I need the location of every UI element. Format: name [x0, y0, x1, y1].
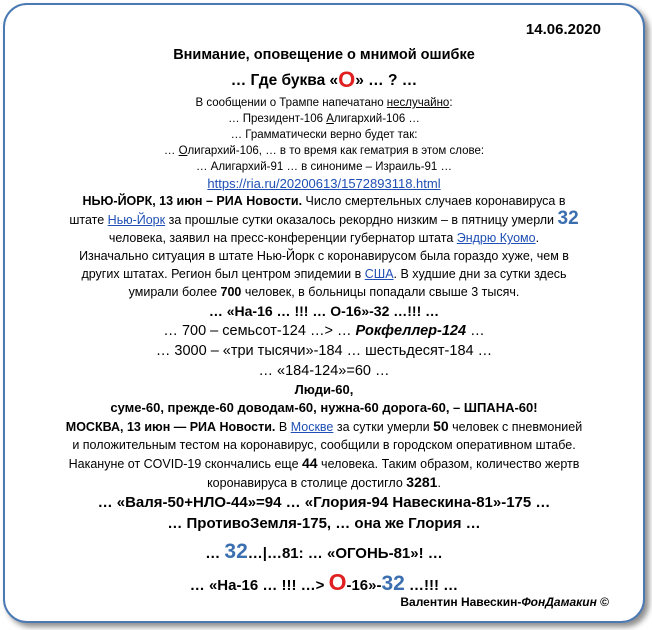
document-frame [3, 3, 645, 623]
news2-line-1: МОСКВА, 13 июн — РИА Новости. В Москве за сутки умерли 50 человек с пневмонией [65, 418, 583, 434]
moscow-link[interactable]: Москве [290, 420, 334, 434]
news2-line-3: Накануне от COVID-19 скончались еще 44 человека. Таким образом, количество жертв [68, 455, 580, 471]
intro-line-1: В сообщении о Трампе напечатано неслучайно: [195, 97, 453, 109]
news1-line-5: других штатах. Регион был центром эпидемии в США. В худшие дни за сутки здесь [81, 267, 567, 281]
intro-line-2: … Президент-106 Алигархий-106 … [228, 113, 420, 125]
intro-line-5: … Алигархий-91 … в синониме – Израиль-91 … [195, 161, 453, 173]
intro-line-3: … Грамматически верно будет так: [230, 129, 418, 141]
people-line-2: суме-60, прежде-60 доводам-60, нужна-60 дорога-60, – ШПАНА-60! [110, 400, 538, 415]
gematria-line-5: … «Валя-50+НЛО-44»=94 … «Глория-94 Навескина-81»-175 … [97, 494, 551, 511]
news1-line-3: человека, заявил на пресс-конференции губернатор штата Эндрю Куомо. [108, 231, 540, 245]
date: 14.06.2020 [525, 21, 601, 38]
page-title: Внимание, оповещение о мнимой ошибке [173, 47, 475, 63]
gematria-line-7: … 32…|…81: … «ОГОНЬ-81»! … [205, 540, 443, 563]
cuomo-link[interactable]: Эндрю Куомо [456, 231, 536, 245]
news1-line-2: штате Нью-Йорк за прошлые сутки оказалось рекордно низким – в пятницу умерли 32 [69, 208, 579, 229]
gematria-line-6: … ПротивоЗемля-175, … она же Глория … [167, 515, 481, 532]
newyork-link[interactable]: Нью-Йорк [107, 213, 166, 227]
question-heading: … Где буква «О» … ? … [230, 67, 418, 92]
news1-line-1: НЬЮ-ЙОРК, 13 июн – РИА Новости. Число смертельных случаев коронавируса в [82, 194, 566, 208]
signature: Валентин Навескин-ФонДамакин © [400, 595, 609, 609]
gematria-line-1: … «На-16 … !!! … О-16»-32 …!!! … [208, 303, 440, 319]
intro-line-4: … Олигархий-106, … в то время как гематрия в этом слове: [163, 145, 485, 157]
news1-line-4: Изначально ситуация в штате Нью-Йорк с коронавирусом была гораздо хуже, чем в [79, 249, 569, 263]
source-link[interactable]: https://ria.ru/20200613/1572893118.html [207, 176, 441, 191]
news1-line-6: умирали более 700 человек, в больницы попадали свыше 3 тысяч. [128, 285, 520, 299]
usa-link[interactable]: США [364, 267, 394, 281]
content [5, 45, 643, 600]
gematria-line-4: … «184-124»=60 … [258, 363, 390, 379]
people-line-1: Люди-60, [294, 382, 354, 397]
gematria-line-2: … 700 – семьсот-124 …> … Рокфеллер-124 … [163, 323, 485, 339]
gematria-line-8: … «На-16 … !!! …> О-16»-32 …!!! … [189, 569, 459, 595]
news2-line-2: и положительным тестом на коронавирус, сообщили в городском оперативном штабе. [72, 438, 576, 452]
news2-line-4: коронавируса в столице достигло 3281. [207, 474, 441, 490]
highlight-letter-o: О [338, 67, 356, 92]
gematria-line-3: … 3000 – «три тысячи»-184 … шестьдесят-184 … [155, 343, 493, 359]
